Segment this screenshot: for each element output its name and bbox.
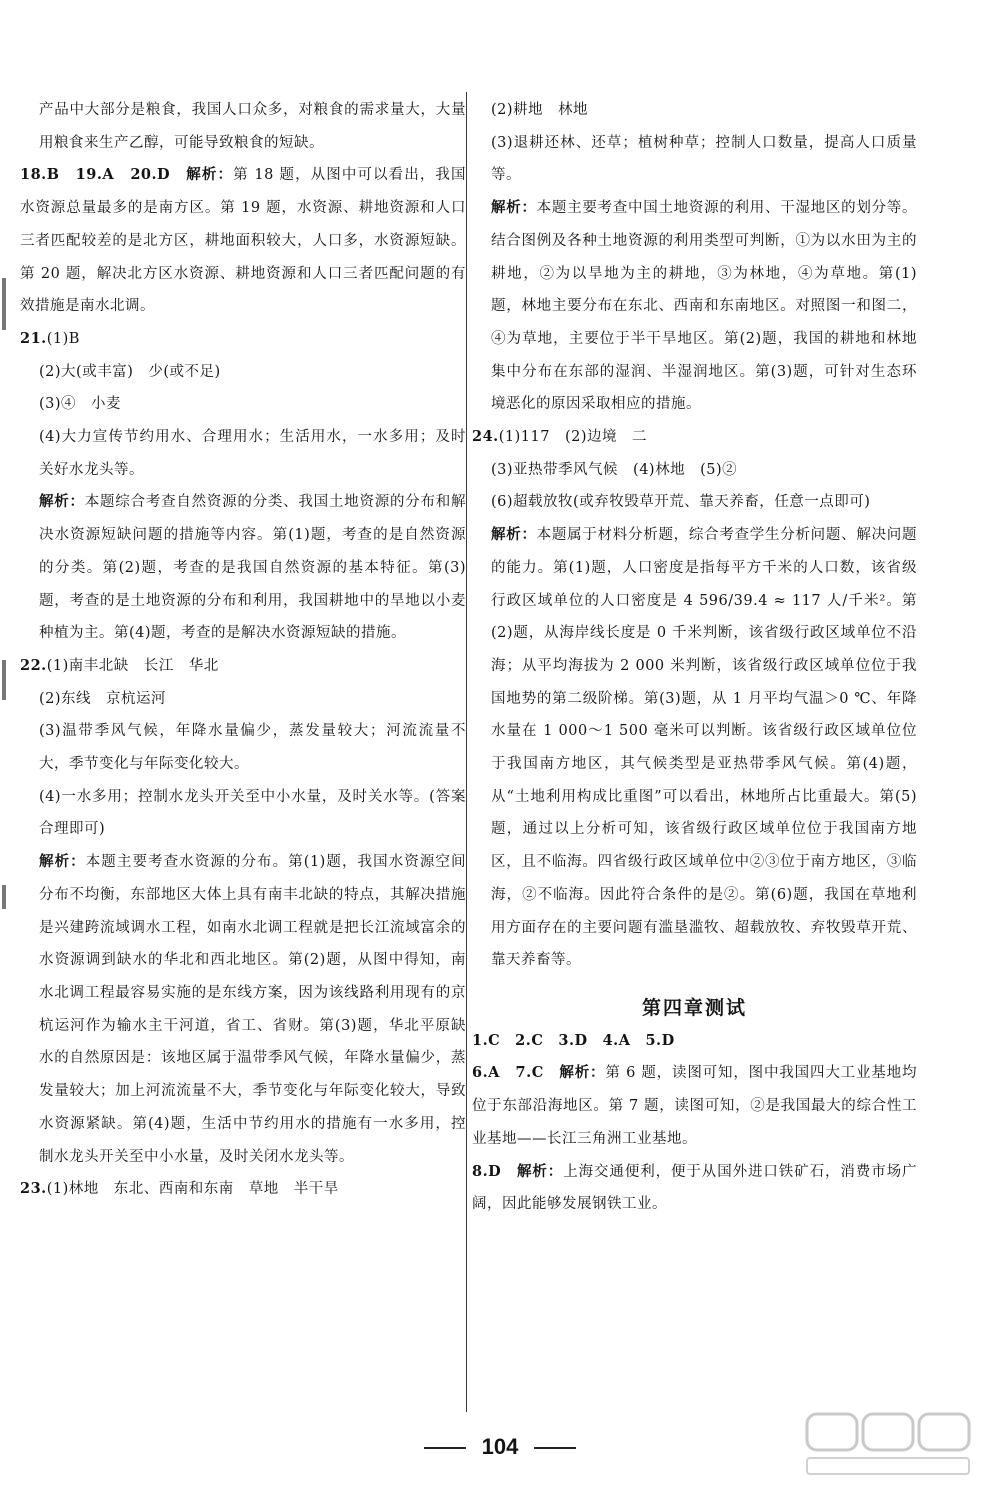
answer-paragraph: (3)④ 小麦 xyxy=(39,396,122,413)
analysis-paragraph: 解析：本题综合考查自然资源的分类、我国土地资源的分布和解决水资源短缺问题的措施等内容。第(1)题，考查的是自然资源的分类。第(2)题，考查的是我国自然资源的基本特征。第(3)题，考查的是土地资源的分布和利用，我国耕地中的旱地以小麦种植为主。第(4)题，考查的是解决水资源短缺的措施。 xyxy=(39,493,467,642)
right-column xyxy=(472,94,917,1221)
column-divider xyxy=(466,92,467,1412)
left-column xyxy=(20,94,466,1206)
scan-edge-mark xyxy=(2,885,6,909)
analysis-paragraph: 解析：本题主要考查水资源的分布。第(1)题，我国水资源空间分布不均衡，东部地区大体上具有南丰北缺的特点，其解决措施是兴建跨流域调水工程，如南水北调工程就是把长江流域富余的水资源调到缺水的华北和西北地区。第(2)题，从图中得知，南水北调工程最容易实施的是东线方案，因为该线路利用现有的京杭运河作为输水主干河道，省工、省财。第(3)题，华北平原缺水的自然原因是：该地区属于温带季风气候，年降水量偏少，蒸发量较大；加上河流流量不大，季节变化与年际变化较大，导致水资源紧缺。第(4)题，生活中节约用水的措施有一水多用，控制水龙头开关至中小水量，及时关闭水龙头等。 xyxy=(39,853,466,1165)
page-number: 104 xyxy=(481,1434,519,1459)
item-label: 1.C 2.C 3.D 4.A 5.D xyxy=(472,1031,675,1049)
answer-paragraph: (2)东线 京杭运河 xyxy=(39,690,167,707)
answer-paragraph: (2)耕地 林地 xyxy=(491,102,589,118)
analysis-label: 解析： xyxy=(491,199,537,217)
item-label: 22. xyxy=(20,656,47,674)
answer-paragraph: (4)一水多用；控制水龙头开关至中小水量，及时关水等。(答案合理即可) xyxy=(39,788,466,838)
answer-item-18-20: 18.B 19.A 20.D 解析：第 18 题，从图中可以看出，我国水资源总量最多的是南方区。第 19 题，水资源、耕地资源和人口三者匹配较差的是北方区，耕地面积较大，人口多，水资源短缺。第 20 题，解决北方区水资源、耕地资源和人口三者匹配问题的有效措施是南水北调。 xyxy=(20,166,467,315)
scan-edge-mark xyxy=(2,660,6,700)
section-heading: 第四章测试 xyxy=(641,996,747,1019)
answer-paragraph: 产品中大部分是粮食，我国人口众多，对粮食的需求量大，大量用粮食来生产乙醇，可能导致粮食的短缺。 xyxy=(39,102,466,151)
answer-paragraph: (3)亚热带季风气候 (4)林地 (5)② xyxy=(491,461,738,478)
answer-paragraph: (4)大力宣传节约用水、合理用水；生活用水，一水多用；及时关好水龙头等。 xyxy=(39,429,466,478)
analysis-paragraph: 解析：本题属于材料分析题，综合考查学生分析问题、解决问题的能力。第(1)题，人口密度是指每平方千米的人口数，该省级行政区域单位的人口密度是 4 596/39.4 ≈ 117 人/千米²。第(2)题，从海岸线长度是 0 千米判断，该省级行政区域单位不沿海；从平均海拔为 2 000 米判断，该省级行政区域单位位于我国地势的第二级阶梯。第(3)题，从 1 月平均气温＞0 ℃、年降水量在 1 000～1 500 毫米可以判断。该省级行政区域单位位于我国南方地区，其气候类型是亚热带季风气候。第(4)题，从“土地利用构成比重图”可以看出，林地所占比重最大。第(5)题，通过以上分析可知，该省级行政区域单位位于我国南方地区，且不临海。四省级行政区域单位中②③位于南方地区，③临海，②不临海。因此符合条件的是②。第(6)题，我国在草地利用方面存在的主要问题有滥垦滥牧、超载放牧、弃牧毁草开荒、靠天养畜等。 xyxy=(491,526,918,969)
item-label: 18.B 19.A 20.D 解析： xyxy=(20,166,234,184)
answer-item-6-7: 6.A 7.C 解析：第 6 题，读图可知，图中我国四大工业基地均位于东部沿海地区。第 7 题，读图可知，②是我国最大的综合性工业基地——长江三角洲工业基地。 xyxy=(472,1064,917,1147)
answer-paragraph: (2)大(或丰富) 少(或不足) xyxy=(39,363,221,380)
analysis-label: 解析： xyxy=(39,493,85,511)
answer-paragraph: (6)超载放牧(或弃牧毁草开荒、靠天养畜，任意一点即可) xyxy=(491,494,871,511)
analysis-paragraph: 解析：本题主要考查中国土地资源的利用、干湿地区的划分等。结合图例及各种土地资源的利用类型可判断，①为以水田为主的耕地，②为以旱地为主的耕地，③为林地，④为草地。第(1)题，林地主要分布在东北、西南和东南地区。对照图一和图二，④为草地，主要位于半干旱地区。第(2)题，我国的耕地和林地集中分布在东部的湿润、半湿润地区。第(3)题，可针对生态环境恶化的原因采取相应的措施。 xyxy=(491,199,918,413)
item-label: 23. xyxy=(20,1180,47,1198)
item-label: 21. xyxy=(20,329,47,347)
item-label: 6.A 7.C 解析： xyxy=(472,1064,606,1082)
footer-rule-right xyxy=(534,1447,576,1449)
analysis-label: 解析： xyxy=(39,853,86,871)
item-label: 24. xyxy=(472,428,499,446)
answer-item-22: 22.(1)南丰北缺 长江 华北 xyxy=(20,656,219,674)
answer-item-1-5 xyxy=(472,1025,917,1058)
answer-item-24: 24.(1)117 (2)边境 二 xyxy=(472,428,647,446)
answer-item-8: 8.D 解析：上海交通便利，便于从国外进口铁矿石，消费市场广阔，因此能够发展钢铁工业。 xyxy=(472,1162,918,1213)
footer-rule-left xyxy=(424,1447,466,1449)
answer-paragraph: (3)温带季风气候，年降水量偏少，蒸发量较大；河流流量不大，季节变化与年际变化较大。 xyxy=(39,723,466,773)
item-label: 8.D 解析： xyxy=(472,1162,564,1180)
scan-edge-mark xyxy=(2,278,6,330)
watermark-logo xyxy=(803,1410,978,1480)
analysis-label: 解析： xyxy=(491,526,537,544)
answer-paragraph: (3)退耕还林、还草；植树种草；控制人口数量，提高人口质量等。 xyxy=(491,134,917,184)
answer-item-21: 21.(1)B xyxy=(20,329,80,347)
answer-item-23: 23.(1)林地 东北、西南和东南 草地 半干旱 xyxy=(20,1180,339,1198)
